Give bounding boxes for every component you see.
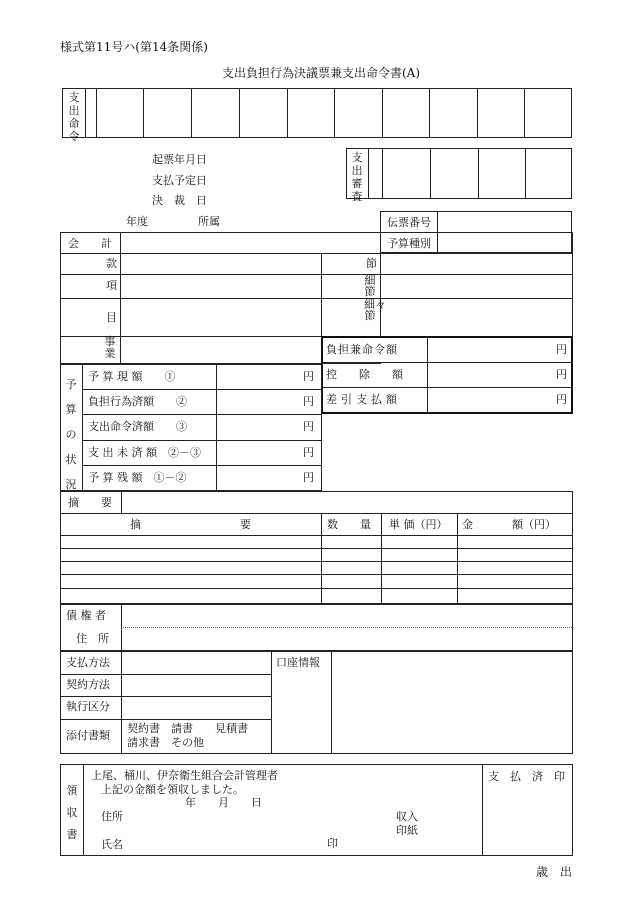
shozoku-label: 所属 <box>198 215 220 228</box>
receipt-address-label: 住所 <box>101 810 123 823</box>
kan-label: 款 <box>106 257 117 270</box>
yosan-shubetsu-label: 予算種別 <box>387 237 431 250</box>
receipt-line2: 上記の金額を領収しました。 <box>101 783 244 796</box>
futan-meirei-unit: 円 <box>556 343 567 356</box>
receipt-stamp-1: 収入 <box>396 810 418 823</box>
saikensha-label: 債 権 者 <box>66 609 106 622</box>
saisetsu-label: 細節 <box>364 274 376 298</box>
budget-row-1-label: 負担行為済額 ② <box>88 395 187 408</box>
tenpu-line2: 請求書 その他 <box>127 736 204 749</box>
nendo-label: 年度 <box>126 215 148 228</box>
kouza-jouhou-label: 口座情報 <box>276 656 320 669</box>
shiharai-yotei-label: 支払予定日 <box>152 174 207 187</box>
tekiyou-table <box>60 491 573 604</box>
receipt-side-label: 領収書 <box>66 784 78 841</box>
shishutsu-shinsa-box <box>346 148 572 203</box>
koujo-unit: 円 <box>556 368 567 381</box>
shikkou-kubun-label: 執行区分 <box>66 700 110 713</box>
budget-row-4-label: 予 算 残 額 ①－② <box>88 471 187 484</box>
jusho-label: 住 所 <box>76 632 109 645</box>
budget-row-4-unit: 円 <box>303 471 314 484</box>
tekiyou-col-amount-2: 額（円） <box>512 518 556 531</box>
receipt-stamp-2: 印紙 <box>396 824 418 837</box>
budget-side-label: 予算の状況 <box>65 378 77 491</box>
keiyaku-houhou-label: 契約方法 <box>66 678 110 691</box>
form-number: 様式第11号ハ(第14条関係) <box>60 40 208 54</box>
form-title: 支出負担行為決議票兼支出命令書(A) <box>222 66 421 80</box>
shishutsu-shinsa-label: 支出審査 <box>351 151 363 203</box>
denpyou-box <box>380 211 572 253</box>
budget-row-0-label: 予 算 現 額 ① <box>88 370 176 383</box>
denpyou-bangou-label: 伝票番号 <box>387 216 431 229</box>
shishutsu-meirei-label: 支出命令 <box>68 91 80 143</box>
tekiyou-col-desc-2: 要 <box>240 518 251 531</box>
kaikei-label: 会 計 <box>68 237 112 250</box>
kessai-date-label: 決 裁 日 <box>152 194 207 207</box>
koujo-label: 控 除 額 <box>326 368 403 381</box>
budget-row-1-unit: 円 <box>303 395 314 408</box>
moku-label: 目 <box>106 311 117 324</box>
saisaisetsu-label: 細々節 <box>364 298 386 322</box>
jigyou-label: 事業 <box>104 335 116 360</box>
receipt-seal: 印 <box>327 837 338 850</box>
tenpu-shorui-label: 添付書類 <box>66 729 110 742</box>
receipt-date: 年 月 日 <box>185 796 262 809</box>
sashihiki-unit: 円 <box>556 393 567 406</box>
receipt-line1: 上尾、桶川、伊奈衛生組合会計管理者 <box>91 769 278 782</box>
budget-row-2-label: 支出命令済額 ③ <box>88 420 187 433</box>
shiharai-houhou-label: 支払方法 <box>66 656 110 669</box>
tekiyou-col-qty: 数 量 <box>327 518 371 531</box>
kihyou-date-label: 起票年月日 <box>152 153 207 166</box>
budget-row-3-unit: 円 <box>303 446 314 459</box>
futan-meirei-label: 負担兼命令額 <box>326 343 398 356</box>
budget-row-0-unit: 円 <box>303 370 314 383</box>
tekiyou-col-desc-1: 摘 <box>130 518 141 531</box>
budget-row-3-label: 支 出 未 済 額 ②－③ <box>88 446 201 459</box>
shishutsu-meirei-box <box>62 88 572 143</box>
tenpu-line1: 契約書 請書 見積書 <box>127 722 248 735</box>
tekiyou-col-price: 単 価（円） <box>389 518 448 531</box>
budget-row-2-unit: 円 <box>303 420 314 433</box>
tekiyou-label: 摘 要 <box>68 496 112 509</box>
creditor-table <box>60 604 573 651</box>
saishutsu-label: 歳 出 <box>536 865 573 879</box>
setsu-label: 節 <box>366 257 377 270</box>
tekiyou-col-amount-1: 金 <box>462 518 473 531</box>
sashihiki-label: 差引支払額 <box>326 393 401 406</box>
kou-label: 項 <box>106 279 117 292</box>
receipt-name-label: 氏名 <box>101 838 123 851</box>
paid-stamp-label: 支 払 済 印 <box>488 770 565 783</box>
